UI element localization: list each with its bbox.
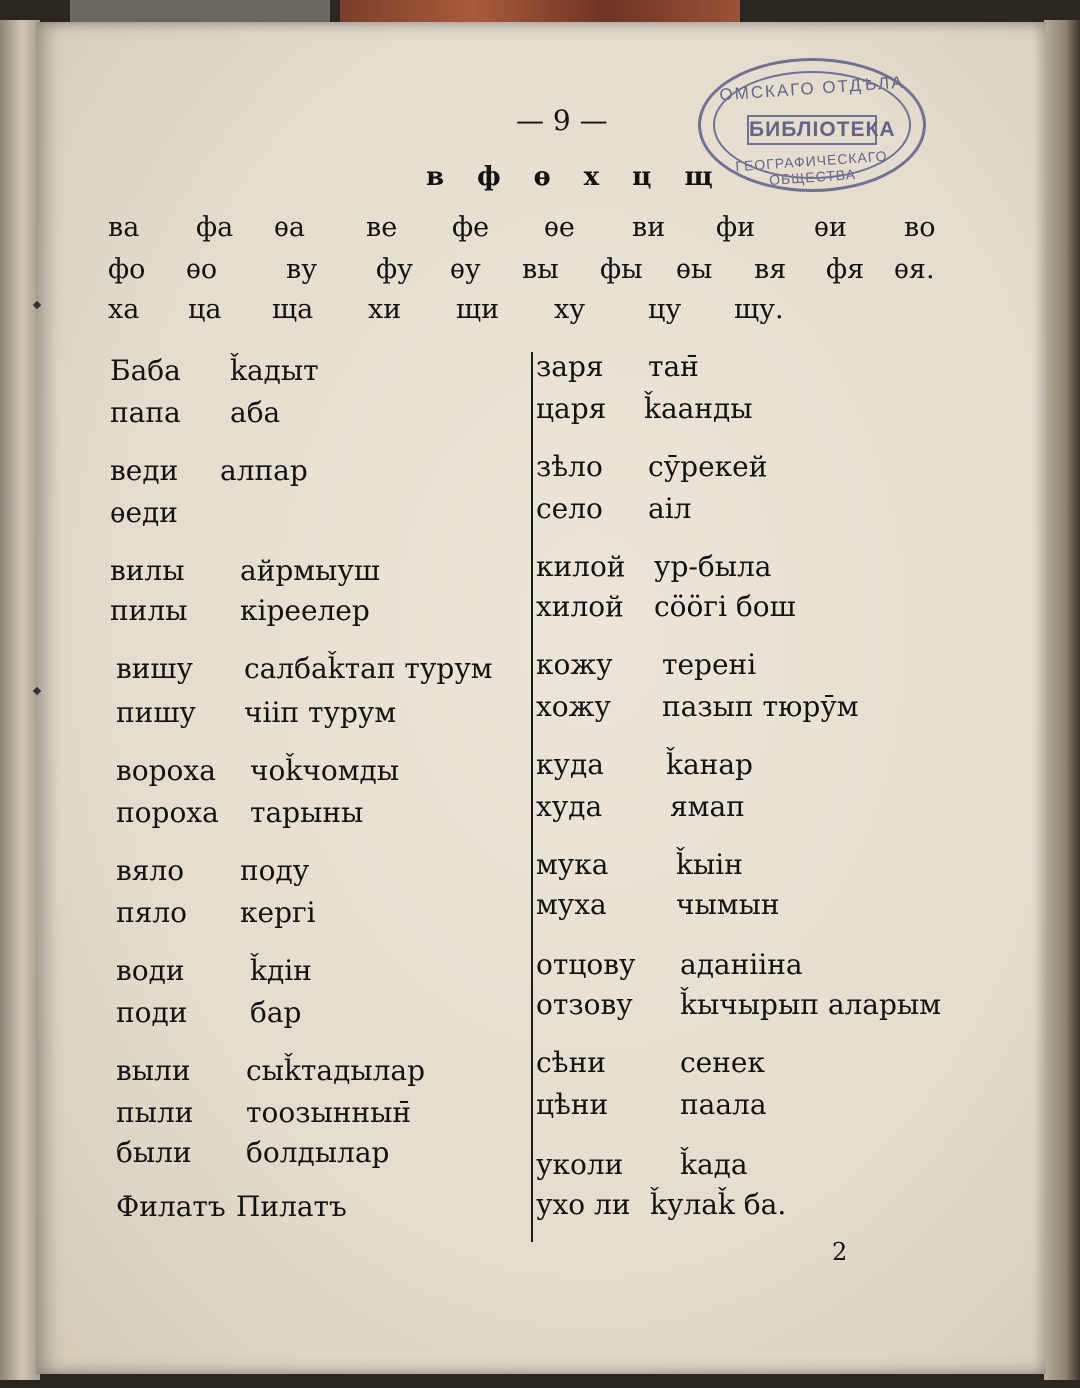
khakas-word: сыǩтадылар — [246, 1054, 426, 1087]
book-binding-top — [70, 0, 330, 24]
khakas-word: ур-была — [654, 550, 772, 583]
syllable: ѳы — [676, 254, 713, 285]
khakas-word: чоǩчомды — [250, 754, 400, 787]
khakas-word: айрмыуш — [240, 554, 380, 587]
russian-word: веди — [110, 454, 179, 487]
russian-word: пяло — [116, 896, 187, 929]
khakas-word: тарыны — [250, 796, 364, 829]
khakas-word: сööгі бош — [654, 590, 796, 623]
khakas-word: ǩыін — [676, 848, 743, 881]
syllable: цу — [648, 294, 682, 325]
khakas-word: ǩанар — [666, 748, 753, 781]
russian-word: муха — [536, 888, 607, 921]
russian-word: худа — [536, 790, 603, 823]
khakas-word: салбаǩтап турум — [244, 652, 493, 685]
syllable: ѳу — [450, 254, 481, 285]
syllable: вы — [522, 254, 559, 285]
russian-word: уколи — [536, 1148, 624, 1181]
syllable: ху — [554, 294, 586, 325]
russian-word: царя — [536, 392, 607, 425]
stamp-middle-text: БИБЛІОТЕКА — [747, 115, 877, 145]
syllable: во — [904, 212, 936, 243]
khakas-word: пазып тюрӯм — [662, 690, 859, 723]
russian-word: килой — [536, 550, 626, 583]
russian-word: кожу — [536, 648, 613, 681]
syllable: фи — [716, 212, 756, 243]
syllable: щи — [456, 294, 500, 325]
russian-word: пилы — [110, 594, 188, 627]
khakas-word: алпар — [220, 454, 308, 487]
russian-word: цѣни — [536, 1088, 609, 1121]
russian-word: вилы — [110, 554, 185, 587]
khakas-word: ǩычырып аларым — [680, 988, 941, 1021]
khakas-word: Пилатъ — [236, 1190, 347, 1223]
russian-word: отцову — [536, 948, 636, 981]
khakas-word: болдылар — [246, 1136, 390, 1169]
alphabet-heading: в ф ѳ х ц щ — [426, 162, 713, 192]
syllable: ѳа — [274, 212, 306, 243]
khakas-word: ямап — [670, 790, 745, 823]
khakas-word: чымын — [676, 888, 780, 921]
russian-word: ѳеди — [110, 496, 178, 529]
russian-word: Баба — [110, 354, 181, 387]
russian-word: хилой — [536, 590, 624, 623]
syllable: хи — [368, 294, 402, 325]
russian-word: води — [116, 954, 185, 987]
russian-word: папа — [110, 396, 181, 429]
russian-word: выли — [116, 1054, 191, 1087]
khakas-word: аба — [230, 396, 281, 429]
syllable: фо — [108, 254, 146, 285]
khakas-word: ǩада — [680, 1148, 748, 1181]
khakas-word: сӯрекей — [648, 450, 768, 483]
khakas-word: ǩaанды — [644, 392, 753, 425]
khakas-word: тоозыннын̄ — [246, 1096, 412, 1129]
russian-word: пишу — [116, 696, 196, 729]
russian-word: вяло — [116, 854, 185, 887]
russian-word: Филатъ — [116, 1190, 226, 1223]
khakas-word: терені — [662, 648, 757, 681]
syllable: фя — [826, 254, 865, 285]
left-page-edge — [0, 20, 40, 1380]
syllable: ве — [366, 212, 398, 243]
syllable: ѳи — [814, 212, 847, 243]
page-right-edge — [1044, 20, 1080, 1380]
syllable: фа — [196, 212, 234, 243]
khakas-word: тан̄ — [648, 350, 699, 383]
syllable: ѳя. — [894, 254, 935, 285]
syllable: фы — [600, 254, 643, 285]
russian-word: поди — [116, 996, 188, 1029]
khakas-word: аданіiна — [680, 948, 803, 981]
russian-word: мука — [536, 848, 609, 881]
syllable: ѳе — [544, 212, 575, 243]
khakas-word: кіреелер — [240, 594, 370, 627]
syllable: ву — [286, 254, 318, 285]
russian-word: пороха — [116, 796, 219, 829]
khakas-word: ǩулаǩ ба. — [650, 1188, 787, 1221]
khakas-word: чіiп турум — [244, 696, 397, 729]
book-page — [36, 22, 1046, 1374]
khakas-word: паала — [680, 1088, 767, 1121]
stamp-bottom-text: ГЕОГРАФИЧЕСКАГО ОБЩЕСТВА — [734, 147, 888, 188]
khakas-word: ǩдін — [250, 954, 312, 987]
syllable: ѳо — [186, 254, 218, 285]
russian-word: сѣни — [536, 1046, 606, 1079]
khakas-word: сенек — [680, 1046, 765, 1079]
page-number: — 9 — — [516, 104, 608, 137]
khakas-word: аіл — [648, 492, 692, 525]
syllable: фу — [376, 254, 414, 285]
book-cover-top — [340, 0, 740, 24]
syllable: щу. — [734, 294, 784, 325]
russian-word: заря — [536, 350, 604, 383]
syllable: ви — [632, 212, 666, 243]
russian-word: вороха — [116, 754, 216, 787]
stamp-top-text: ОМСКАГО ОТДѢЛА — [718, 72, 906, 105]
library-stamp — [698, 58, 926, 192]
russian-word: пыли — [116, 1096, 194, 1129]
syllable: ща — [272, 294, 314, 325]
syllable: ца — [188, 294, 222, 325]
syllable: ха — [108, 294, 140, 325]
khakas-word: поду — [240, 854, 310, 887]
syllable: ва — [108, 212, 140, 243]
russian-word: куда — [536, 748, 604, 781]
khakas-word: бар — [250, 996, 302, 1029]
column-divider — [531, 352, 533, 1242]
russian-word: хожу — [536, 690, 611, 723]
russian-word: ухо ли — [536, 1188, 631, 1221]
syllable: вя — [754, 254, 787, 285]
khakas-word: кергі — [240, 896, 316, 929]
khakas-word: ǩадыт — [230, 354, 319, 387]
russian-word: зѣло — [536, 450, 603, 483]
russian-word: отзову — [536, 988, 633, 1021]
russian-word: были — [116, 1136, 192, 1169]
russian-word: село — [536, 492, 603, 525]
syllable: фе — [452, 212, 490, 243]
russian-word: вишу — [116, 652, 193, 685]
signature-number: 2 — [832, 1238, 848, 1266]
